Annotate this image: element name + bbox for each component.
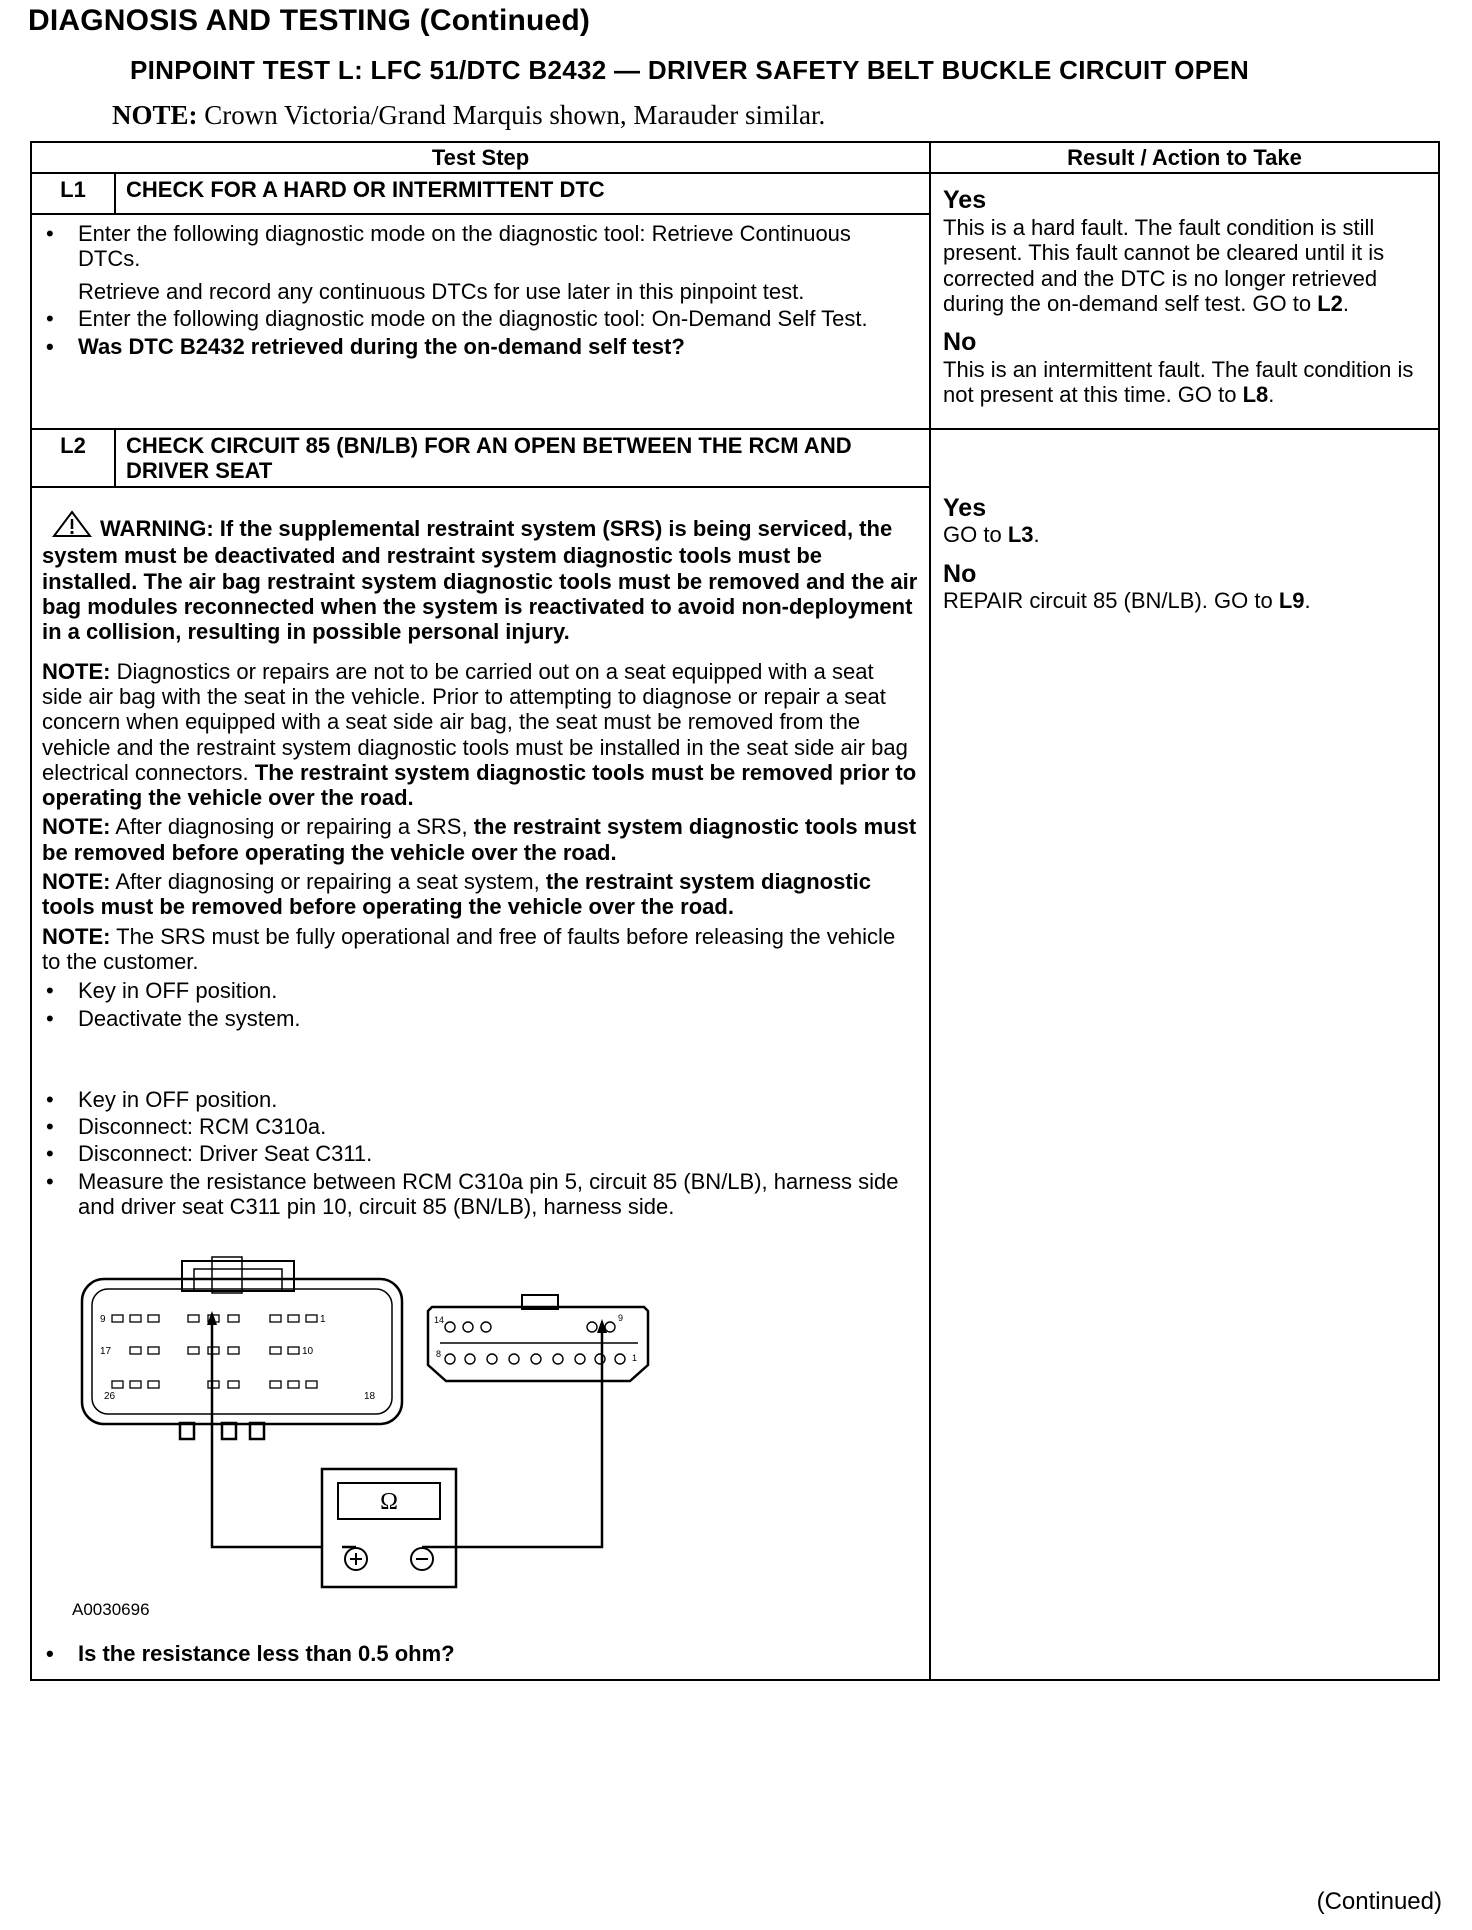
figure-id: A0030696 xyxy=(72,1600,150,1620)
l2-note-1 xyxy=(42,659,919,811)
l2-note-2-label: NOTE: xyxy=(42,814,111,840)
l2-step-disconnect-rcm: • Disconnect: RCM C310a. xyxy=(42,1114,919,1139)
l2-yes-goto: L3 xyxy=(1007,522,1034,548)
l2-note-4-text: The SRS must be fully operational and free of faults before releasing the vehicle to the customer. xyxy=(42,923,896,974)
step-l2-result xyxy=(930,429,1439,1680)
rcm-pin-label-9: 9 xyxy=(100,1314,106,1326)
intro-note-label: NOTE: xyxy=(112,100,198,130)
l2-note-3-text: After diagnosing or repairing a seat system, xyxy=(115,869,540,895)
l1-question: • Was DTC B2432 retrieved during the on-demand self test? xyxy=(42,334,919,359)
l2-note-4-label: NOTE: xyxy=(42,923,111,949)
l2-note-1-label: NOTE: xyxy=(42,658,111,684)
l2-steps-list-a xyxy=(42,978,919,1031)
l1-no-goto: L8 xyxy=(1242,382,1269,408)
l2-note-3-label: NOTE: xyxy=(42,869,111,895)
col-result-action: Result / Action to Take xyxy=(930,142,1439,173)
step-l2-title: CHECK CIRCUIT 85 (BN/LB) FOR AN OPEN BETWEEN THE RCM AND DRIVER SEAT xyxy=(115,429,930,488)
l2-note-3-bold: the restraint system diagnostic tools must be removed before operating the vehicle over the road. xyxy=(42,869,872,920)
rcm-pin-label-26: 26 xyxy=(104,1391,116,1403)
l1-no-label: No xyxy=(943,328,977,357)
l2-steps-list-b xyxy=(42,1087,919,1219)
l1-step-1-sub: Retrieve and record any continuous DTCs for use later in this pinpoint test. xyxy=(78,279,805,305)
l1-step-1 xyxy=(42,221,919,305)
rcm-pins xyxy=(112,1315,317,1388)
step-l2-id: L2 xyxy=(31,429,115,488)
seat-connector xyxy=(428,1295,648,1381)
seat-pin-label-1: 1 xyxy=(632,1353,638,1364)
l1-step-2: • Enter the following diagnostic mode on the diagnostic tool: On-Demand Self Test. xyxy=(42,306,919,331)
l2-note-2-text: After diagnosing or repairing a SRS, xyxy=(115,814,468,840)
l1-yes-goto: L2 xyxy=(1317,290,1343,316)
step-l2-body xyxy=(31,487,930,1679)
ohm-symbol: Ω xyxy=(380,1489,398,1516)
l2-yes-label: Yes xyxy=(943,493,987,522)
seat-pin-label-14: 14 xyxy=(434,1315,445,1326)
l2-warning xyxy=(42,510,919,644)
l1-yes-block xyxy=(943,186,1426,316)
continued-footer: (Continued) xyxy=(1316,1888,1442,1915)
col-test-step: Test Step xyxy=(31,142,930,173)
l2-no-desc: REPAIR circuit 85 (BN/LB). GO to xyxy=(943,588,1273,614)
l1-steps-list xyxy=(42,221,919,359)
l1-no-block xyxy=(943,328,1426,407)
table-header-row xyxy=(31,142,1439,173)
l2-step-deactivate: • Deactivate the system. xyxy=(42,1006,919,1031)
l2-no-text: REPAIR circuit 85 (BN/LB). GO to L9. xyxy=(943,588,1311,614)
rcm-pin-labels xyxy=(100,1314,376,1402)
l2-note-3 xyxy=(42,869,919,920)
l2-question: • Is the resistance less than 0.5 ohm? xyxy=(42,1641,919,1666)
l2-note-4 xyxy=(42,924,919,975)
l2-no-label: No xyxy=(943,559,977,588)
l2-step-disconnect-seat: • Disconnect: Driver Seat C311. xyxy=(42,1141,919,1166)
l1-yes-desc: This is a hard fault. The fault condition is still present. This fault cannot be cleared until it is corrected and the DTC is no longer retrieved during the on-demand self test. GO to xyxy=(943,215,1385,316)
pinpoint-test-title: PINPOINT TEST L: LFC 51/DTC B2432 — DRIVER SAFETY BELT BUCKLE CIRCUIT OPEN xyxy=(130,55,1250,85)
rcm-pin-label-10: 10 xyxy=(302,1346,314,1358)
step-l1-id: L1 xyxy=(31,173,115,213)
connector-diagram-svg xyxy=(72,1247,672,1597)
l2-step-key-off-1: • Key in OFF position. xyxy=(42,978,919,1003)
pinpoint-test-table xyxy=(30,141,1440,1681)
seat-pin-labels xyxy=(434,1313,637,1363)
l2-note-1-bold: The restraint system diagnostic tools must be removed prior to operating the vehicle over the road. xyxy=(42,759,917,811)
l2-question-list xyxy=(42,1641,919,1666)
l2-note-2 xyxy=(42,814,919,865)
l2-note-2-bold: the restraint system diagnostic tools must be removed before operating the vehicle over the road. xyxy=(42,814,917,865)
intro-note xyxy=(112,100,825,131)
l2-yes-desc: GO to xyxy=(943,522,1002,548)
rcm-pin-label-18: 18 xyxy=(364,1391,376,1403)
ohmmeter xyxy=(322,1469,456,1587)
step-l1-body xyxy=(31,214,930,429)
l2-no-goto: L9 xyxy=(1278,588,1305,614)
rcm-pin-label-1: 1 xyxy=(320,1314,326,1326)
l2-step-measure: • Measure the resistance between RCM C310a pin 5, circuit 85 (BN/LB), harness side and driver seat C311 pin 10, circuit 85 (BN/LB), harness side. xyxy=(42,1169,919,1220)
l2-yes-block xyxy=(943,494,1426,548)
l2-note-1-text: Diagnostics or repairs are not to be carried out on a seat equipped with a seat side air bag with the seat in the vehicle. Prior to attempting to diagnose or repair a seat concern when equipped with a seat side air bag, the seat must be removed from the vehicle and the restraint system diagnostic tools must be installed in the seat side air bag electrical connectors. xyxy=(42,658,908,785)
l1-no-text: This is an intermittent fault. The fault condition is not present at this time. GO to L8. xyxy=(943,356,1414,408)
l2-warning-text: WARNING: If the supplemental restraint system (SRS) is being serviced, the system must be deactivated and restraint system diagnostic tools must be installed. The air bag restraint system diagnostic tools must be removed and the air bag modules reconnected when the system is reactivated to avoid non-deployment in a collision, resulting in possible personal injury. xyxy=(42,516,918,645)
l1-yes-text: This is a hard fault. The fault condition is still present. This fault cannot be cleared until it is corrected and the DTC is no longer retrieved during the on-demand self test. GO to L2. xyxy=(943,215,1385,316)
connector-diagram xyxy=(72,1247,672,1627)
seat-pin-label-9: 9 xyxy=(618,1313,624,1324)
l1-step-1-text: Enter the following diagnostic mode on the diagnostic tool: Retrieve Continuous DTCs. xyxy=(78,220,851,271)
l2-yes-text: GO to L3. xyxy=(943,522,1040,548)
step-l1-title: CHECK FOR A HARD OR INTERMITTENT DTC xyxy=(115,173,930,213)
intro-note-text: Crown Victoria/Grand Marquis shown, Marauder similar. xyxy=(204,100,826,130)
step-l1-header-row xyxy=(31,173,1439,213)
seat-pin-label-8: 8 xyxy=(436,1349,442,1360)
l2-step-key-off-2: • Key in OFF position. xyxy=(42,1087,919,1112)
l2-no-block xyxy=(943,560,1426,614)
page-heading: DIAGNOSIS AND TESTING (Continued) xyxy=(28,4,591,37)
l1-no-desc: This is an intermittent fault. The fault condition is not present at this time. GO to xyxy=(943,356,1414,408)
step-l1-result xyxy=(930,173,1439,428)
warning-triangle-icon xyxy=(52,510,92,543)
rcm-pin-label-17: 17 xyxy=(100,1346,112,1358)
spacer xyxy=(42,1033,919,1087)
step-l2-header-row xyxy=(31,429,1439,488)
l1-yes-label: Yes xyxy=(943,186,987,215)
